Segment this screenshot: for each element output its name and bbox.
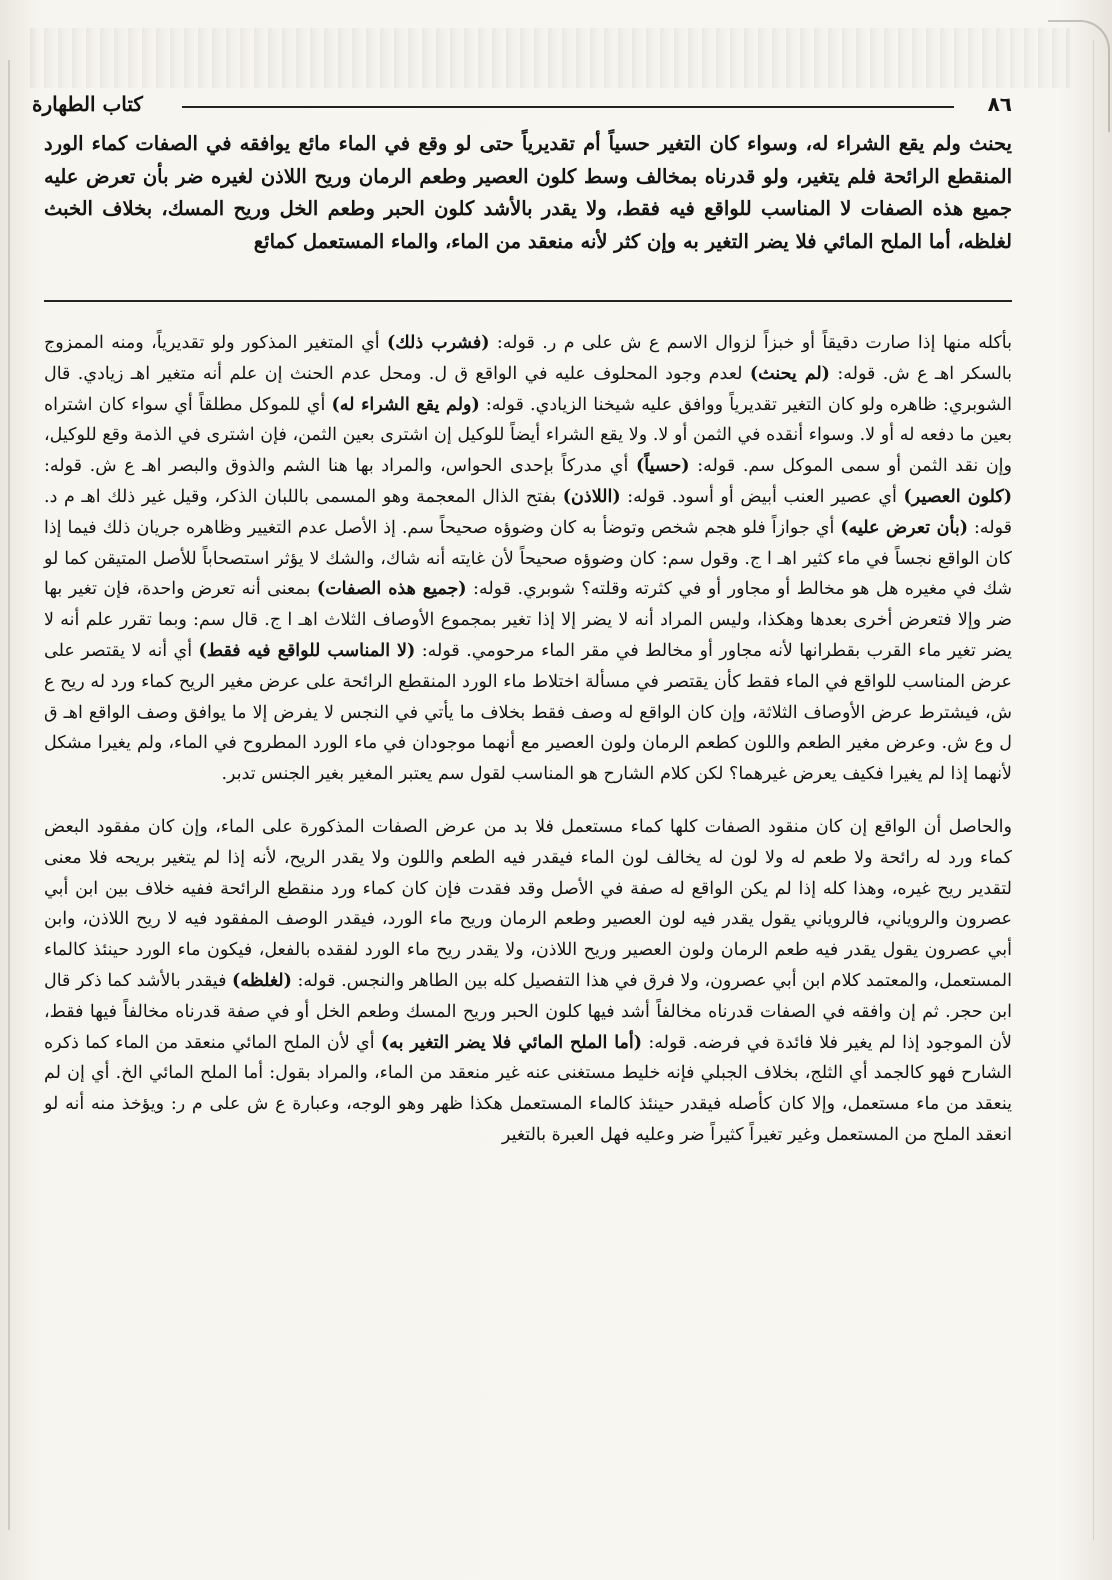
main-paragraph: يحنث ولم يقع الشراء له، وسواء كان التغير حسياً أم تقديرياً حتى لو وقع في الماء مائع يوافقه في الصفات كماء الورد المنقطع الرائحة فلم يتغير، ولو قدرناه بمخالف وسط كلون العصير وطعم الرمان وريح اللاذن لغيره ضر بأن تعرض عليه جميع هذه الصفات لا المناسب للواقع فيه فقط، ولا يقدر بالأشد كلون الحبر وطعم الخل وريح المسك، بخلاف الخبث لغلظه، أما الملح المائي فلا يضر التغير به وإن كثر لأنه منعقد من الماء، والماء المستعمل كمائع [44, 132, 1012, 253]
commentary-text: أي مدركاً بإحدى الحواس، والمراد بها هنا الشم والذوق والبصر اهـ ع ش. قوله: [44, 456, 636, 477]
quoted-lemma: (ولم يقع الشراء له) [331, 394, 480, 415]
quoted-lemma: (لغلظه) [232, 970, 292, 991]
page-number: ٨٦ [987, 92, 1012, 116]
main-text-block [44, 128, 1012, 258]
commentary-block [44, 328, 1012, 1151]
page-edge-right [1089, 40, 1094, 1540]
commentary-text: أي عصير العنب أبيض أو أسود. قوله: [620, 486, 904, 507]
quoted-lemma: (لا المناسب للواقع فيه فقط) [198, 640, 416, 661]
quoted-lemma: (كلون العصير) [903, 486, 1013, 507]
quoted-lemma: (لم يحنث) [749, 363, 830, 384]
running-header [32, 90, 1012, 124]
page-edge-left [8, 60, 16, 1530]
commentary-text: بأكله منها إذا صارت دقيقاً أو خبزاً لزوال الاسم ع ش على م ر. قوله: [489, 333, 1012, 353]
quoted-lemma: (أما الملح المائي فلا يضر التغير به) [380, 1032, 643, 1053]
paragraph-gap [44, 790, 1012, 812]
commentary-paragraph-2 [44, 812, 1012, 1151]
quoted-lemma: (اللاذن) [562, 486, 621, 507]
commentary-text: أي المتغير المذكور ولو تقديرياً، ومنه الممزوج بالسكر اهـ ع ش. قوله: [44, 333, 1012, 384]
commentary-text: أي للموكل مطلقاً أي سواء كان اشتراه بعين ما دفعه له أو لا. وسواء أنقده في الثمن أو لا. ولا يقع الشراء أيضاً للوكيل إن اشترى بعين الثمن، فإن اشترى في الذمة وقع للوكيل، وإن نقد الثمن أو سمى الموكل سم. قوله: [44, 394, 1012, 477]
commentary-text: بفتح الذال المعجمة وهو المسمى باللبان الذكر، وقيل غير ذلك اهـ م د. قوله: [44, 486, 1012, 538]
commentary-text: أي أنه لا يقتصر على عرض المناسب للواقع في الماء فقط كأن يقتصر في مسألة اختلاط ماء الورد المنقطع الرائحة على عرض مغير الريح كماء ورد له ريح ع ش، فيشترط عرض الأوصاف الثلاثة، وإن كان الواقع له وصف فقط بخلاف ما يأتي في النجس لا يفرض إلا ما يوافق وصف الواقع اهـ ق ل وع ش. وعرض مغير الطعم واللون كطعم الرمان ولون العصير مع أنهما موجودان في ماء الورد المطروح في الماء، ولم يغيرا مشكل لأنهما إذا لم يغيرا فكيف يعرض غيرهما؟ لكن كلام الشارح هو المناسب لقول سم يعتبر المغير بغير الجنس تدبر. [44, 640, 1012, 785]
quoted-lemma: (جميع هذه الصفات) [316, 579, 467, 600]
footnote-divider [44, 300, 1012, 302]
commentary-text: بمعنى أنه تعرض واحدة، فإن تغير بها ضر وإلا فتعرض أخرى بعدها وهكذا، وليس المراد أنه لا يضر إلا إذا تغير بمجموع الأوصاف الثلاث اهـ ا ج. قال سم: وبما تقرر علم أنه لا يضر تغير ماء القرب بقطرانها لأنه مجاور أو مخالط في مقر الماء مرحومي. قوله: [44, 579, 1012, 661]
header-rule [182, 106, 954, 108]
commentary-text: والحاصل أن الواقع إن كان منقود الصفات كلها كماء مستعمل فلا بد من عرض الصفات المذكورة على الماء، وإن كان مفقود البعض كماء ورد له رائحة ولا طعم له ولا لون له يخالف لون الماء فيقدر فيه الطعم واللون ولا يقدر الريح، لأنه إذا لم يتغير بريحه فلا معنى لتقدير ريح غيره، وهذا كله إذا لم يكن الواقع له صفة في الأصل وقد فقدت فإن كان كماء ورد منقطع الرائحة ففيه خلاف بين ابن أبي عصرون والروياني، فالروياني يقول يقدر فيه لون العصير وطعم الرمان وريح ماء الورد، فيقدر الوصف المفقود فيه لا ريح اللاذن، وابن أبي عصرون يقول يقدر فيه طعم الرمان ولون العصير وريح اللاذن، ولا يقدر ريح ماء الورد لفقده بالفعل، فيكون ماء الورد حينئذ كالماء المستعمل، والمعتمد كلام ابن أبي عصرون، ولا فرق في هذا التفصيل كله بين الطاهر والنجس. قوله: [44, 816, 1012, 991]
quoted-lemma: (فشرب ذلك) [387, 333, 490, 353]
commentary-text: لعدم وجود المحلوف عليه في الواقع ق ل. ومحل عدم الحنث إن علم أنه متغير اهـ زيادي. قال الشوبري: ظاهره ولو كان التغير تقديرياً ووافق عليه شيخنا الزيادي. قوله: [44, 363, 1012, 415]
commentary-paragraph-1 [44, 328, 1012, 790]
commentary-text: فيقدر بالأشد كما ذكر قال ابن حجر. ثم إن وافقه في الصفات قدرناه مخالفاً أشد فيها كلون الحبر وريح المسك وطعم الخل أو في صفة قدرناه مخالفاً فيها فقط، لأن الموجود إذا لم يغير فلا فائدة في فرضه. قوله: [44, 970, 1013, 1053]
scan-smudge [30, 28, 1070, 88]
quoted-lemma: (حسياً) [635, 456, 690, 477]
quoted-lemma: (بأن تعرض عليه) [840, 517, 968, 538]
page-corner-curl [1048, 20, 1110, 132]
book-title: كتاب الطهارة [32, 92, 143, 116]
commentary-text: أي لأن الملح المائي منعقد من الماء كما ذكره الشارح فهو كالجمد أي الثلج، بخلاف الجبلي فإنه خليط مستغنى عنه غير منعقد من الماء، والمراد بقول: أما الملح المائي الخ. أي إن لم ينعقد من ماء مستعمل، وإلا كان كأصله فيقدر حينئذ كالماء المستعمل هكذا ظهر وهو الوجه، وعبارة ع ش على م ر: ويؤخذ منه أنه لو انعقد الملح من المستعمل وغير تغيراً كثيراً ضر وعليه فهل العبرة بالتغير [44, 1032, 1012, 1145]
commentary-text: أي جوازاً فلو هجم شخص وتوضأ به كان وضوؤه صحيحاً سم. إذ الأصل عدم التغيير وظاهره جريان ذلك فيما إذا كان الواقع نجساً في ماء كثير اهـ ا ج. وقول سم: كان وضوؤه صحيحاً لأن غايته أنه شاك، والشك لا يؤثر استصحاباً للأصل المتيقن كما لو شك في مغيره هل هو مخالط أو مجاور أو في كثرته وقلته؟ شوبري. قوله: [44, 517, 1012, 600]
